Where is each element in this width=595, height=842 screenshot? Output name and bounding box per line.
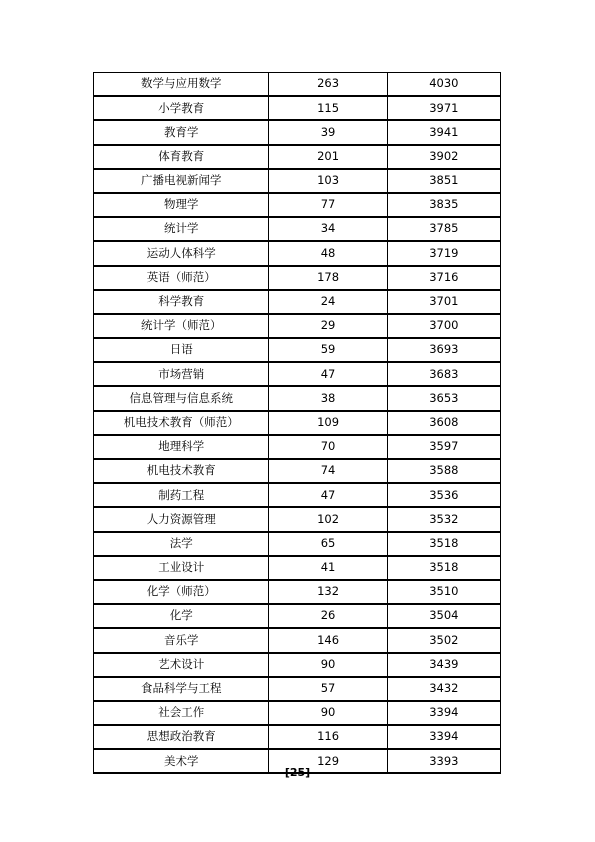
- table-row: [94, 96, 501, 120]
- major-cell: 信息管理与信息系统: [94, 386, 269, 410]
- major-cell: 机电技术教育: [94, 459, 269, 483]
- major-cell: 机电技术教育（师范）: [94, 411, 269, 435]
- table-row: [94, 290, 501, 314]
- major-cell: 小学教育: [94, 96, 269, 120]
- major-cell: 统计学: [94, 217, 269, 241]
- table-row: [94, 241, 501, 265]
- table-row: [94, 362, 501, 386]
- table-row: [94, 459, 501, 483]
- score-cell: 3971: [387, 96, 500, 120]
- count-cell: 77: [269, 193, 387, 217]
- major-cell: 统计学（师范）: [94, 314, 269, 338]
- table-row: [94, 483, 501, 507]
- table-row: [94, 266, 501, 290]
- table-row: [94, 604, 501, 628]
- major-cell: 制药工程: [94, 483, 269, 507]
- score-cell: 3394: [387, 725, 500, 749]
- count-cell: 90: [269, 701, 387, 725]
- table-row: [94, 338, 501, 362]
- score-cell: 3608: [387, 411, 500, 435]
- count-cell: 132: [269, 580, 387, 604]
- count-cell: 39: [269, 120, 387, 144]
- major-cell: 化学: [94, 604, 269, 628]
- table-row: [94, 411, 501, 435]
- count-cell: 90: [269, 653, 387, 677]
- major-cell: 法学: [94, 532, 269, 556]
- count-cell: 47: [269, 483, 387, 507]
- score-cell: 3510: [387, 580, 500, 604]
- count-cell: 65: [269, 532, 387, 556]
- score-cell: 3653: [387, 386, 500, 410]
- table-row: [94, 677, 501, 701]
- score-cell: 3588: [387, 459, 500, 483]
- count-cell: 47: [269, 362, 387, 386]
- count-cell: 29: [269, 314, 387, 338]
- count-cell: 102: [269, 507, 387, 531]
- count-cell: 201: [269, 145, 387, 169]
- score-cell: 3536: [387, 483, 500, 507]
- score-cell: 3851: [387, 169, 500, 193]
- major-cell: 物理学: [94, 193, 269, 217]
- score-cell: 3785: [387, 217, 500, 241]
- major-cell: 运动人体科学: [94, 241, 269, 265]
- score-cell: 3701: [387, 290, 500, 314]
- count-cell: 57: [269, 677, 387, 701]
- page-number: [25]: [284, 766, 311, 779]
- major-cell: 数学与应用数学: [94, 73, 269, 97]
- major-cell: 教育学: [94, 120, 269, 144]
- count-cell: 109: [269, 411, 387, 435]
- major-cell: 广播电视新闻学: [94, 169, 269, 193]
- major-cell: 工业设计: [94, 556, 269, 580]
- count-cell: 116: [269, 725, 387, 749]
- count-cell: 115: [269, 96, 387, 120]
- major-cell: 市场营销: [94, 362, 269, 386]
- count-cell: 178: [269, 266, 387, 290]
- score-cell: 3532: [387, 507, 500, 531]
- count-cell: 103: [269, 169, 387, 193]
- count-cell: 41: [269, 556, 387, 580]
- count-cell: 34: [269, 217, 387, 241]
- table-row: [94, 120, 501, 144]
- major-cell: 社会工作: [94, 701, 269, 725]
- table-row: [94, 169, 501, 193]
- major-cell: 音乐学: [94, 628, 269, 652]
- score-cell: 3518: [387, 532, 500, 556]
- major-cell: 日语: [94, 338, 269, 362]
- table-row: [94, 435, 501, 459]
- major-cell: 体育教育: [94, 145, 269, 169]
- table-row: [94, 507, 501, 531]
- count-cell: 26: [269, 604, 387, 628]
- table-row: [94, 532, 501, 556]
- major-cell: 科学教育: [94, 290, 269, 314]
- score-cell: 3394: [387, 701, 500, 725]
- count-cell: 74: [269, 459, 387, 483]
- score-cell: 3716: [387, 266, 500, 290]
- score-cell: 3518: [387, 556, 500, 580]
- score-cell: 3597: [387, 435, 500, 459]
- count-cell: 263: [269, 73, 387, 97]
- major-cell: 食品科学与工程: [94, 677, 269, 701]
- score-cell: 3439: [387, 653, 500, 677]
- data-table: [93, 72, 501, 774]
- score-cell: 3432: [387, 677, 500, 701]
- table-row: [94, 725, 501, 749]
- table-body: [94, 73, 501, 774]
- table-row: [94, 73, 501, 97]
- table-row: [94, 314, 501, 338]
- score-cell: 3902: [387, 145, 500, 169]
- score-cell: 3504: [387, 604, 500, 628]
- table-row: [94, 556, 501, 580]
- major-cell: 人力资源管理: [94, 507, 269, 531]
- table-row: [94, 653, 501, 677]
- table-row: [94, 386, 501, 410]
- score-cell: 3502: [387, 628, 500, 652]
- score-cell: 3693: [387, 338, 500, 362]
- score-cell: 3835: [387, 193, 500, 217]
- score-cell: 3941: [387, 120, 500, 144]
- major-cell: 化学（师范）: [94, 580, 269, 604]
- count-cell: 146: [269, 628, 387, 652]
- score-cell: 4030: [387, 73, 500, 97]
- table-row: [94, 193, 501, 217]
- table-row: [94, 217, 501, 241]
- table-row: [94, 145, 501, 169]
- count-cell: 70: [269, 435, 387, 459]
- count-cell: 48: [269, 241, 387, 265]
- major-cell: 英语（师范）: [94, 266, 269, 290]
- count-cell: 59: [269, 338, 387, 362]
- major-cell: 地理科学: [94, 435, 269, 459]
- count-cell: 24: [269, 290, 387, 314]
- major-cell: 艺术设计: [94, 653, 269, 677]
- major-cell: 思想政治教育: [94, 725, 269, 749]
- score-cell: 3719: [387, 241, 500, 265]
- major-cell: 美术学: [94, 749, 269, 773]
- count-cell: 129: [269, 749, 387, 773]
- table-row: [94, 580, 501, 604]
- table-row: [94, 628, 501, 652]
- score-cell: 3393: [387, 749, 500, 773]
- count-cell: 38: [269, 386, 387, 410]
- score-cell: 3700: [387, 314, 500, 338]
- score-cell: 3683: [387, 362, 500, 386]
- table-row: [94, 701, 501, 725]
